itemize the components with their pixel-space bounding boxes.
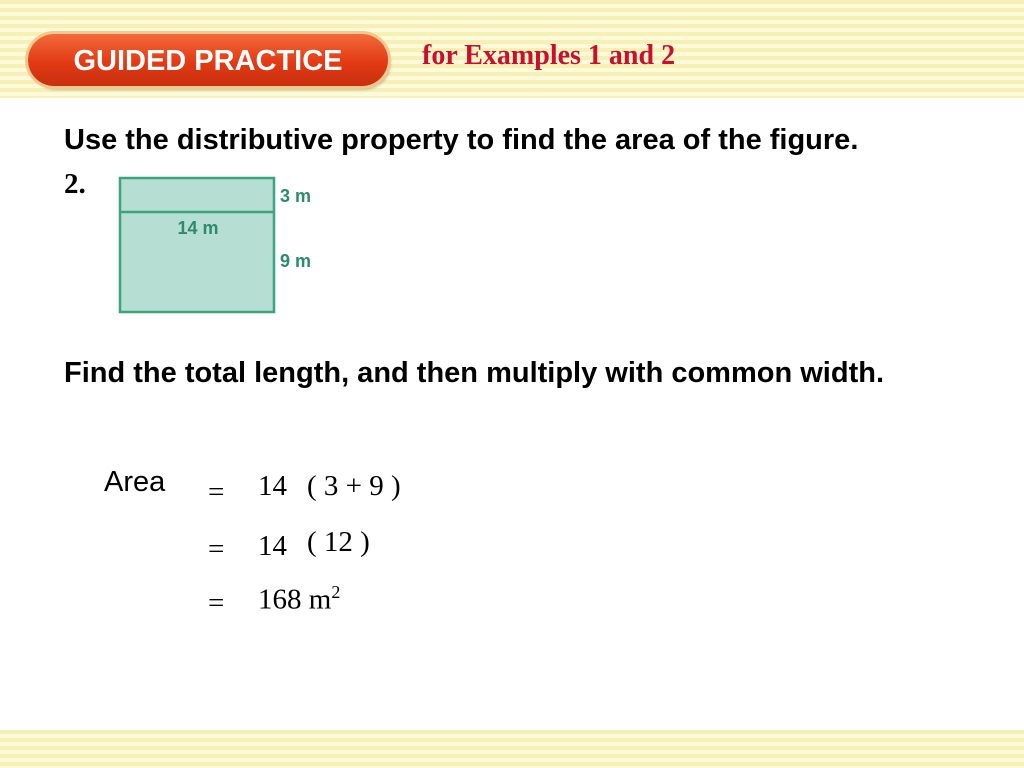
equals-sign-2: =	[208, 533, 225, 565]
area-result-exponent: 2	[331, 582, 341, 602]
group-2: ( 12 )	[307, 526, 370, 558]
rectangle-figure	[112, 170, 342, 320]
solution-hint: Find the total length, and then multiply with common width.	[64, 357, 885, 389]
factor-2: 14	[258, 530, 287, 562]
factor-1: 14	[258, 470, 287, 502]
badge-label: GUIDED PRACTICE	[73, 45, 343, 77]
equals-sign-3: =	[208, 587, 225, 619]
subtitle: for Examples 1 and 2	[422, 40, 676, 71]
top-height-label: 3 m	[280, 186, 312, 206]
area-result	[258, 582, 340, 617]
problem-number: 2.	[64, 168, 86, 200]
group-1: ( 3 + 9 )	[307, 470, 401, 502]
problem-instruction: Use the distributive property to find the area of the figure.	[64, 124, 859, 156]
footer-band	[0, 730, 1024, 768]
area-result-value: 168 m	[258, 583, 332, 616]
guided-practice-badge	[28, 34, 388, 86]
width-label: 14 m	[177, 218, 219, 238]
equals-sign-1: =	[208, 476, 225, 508]
area-label: Area	[104, 466, 166, 498]
figure-rectangle	[120, 178, 274, 312]
bottom-height-label: 9 m	[280, 251, 312, 271]
